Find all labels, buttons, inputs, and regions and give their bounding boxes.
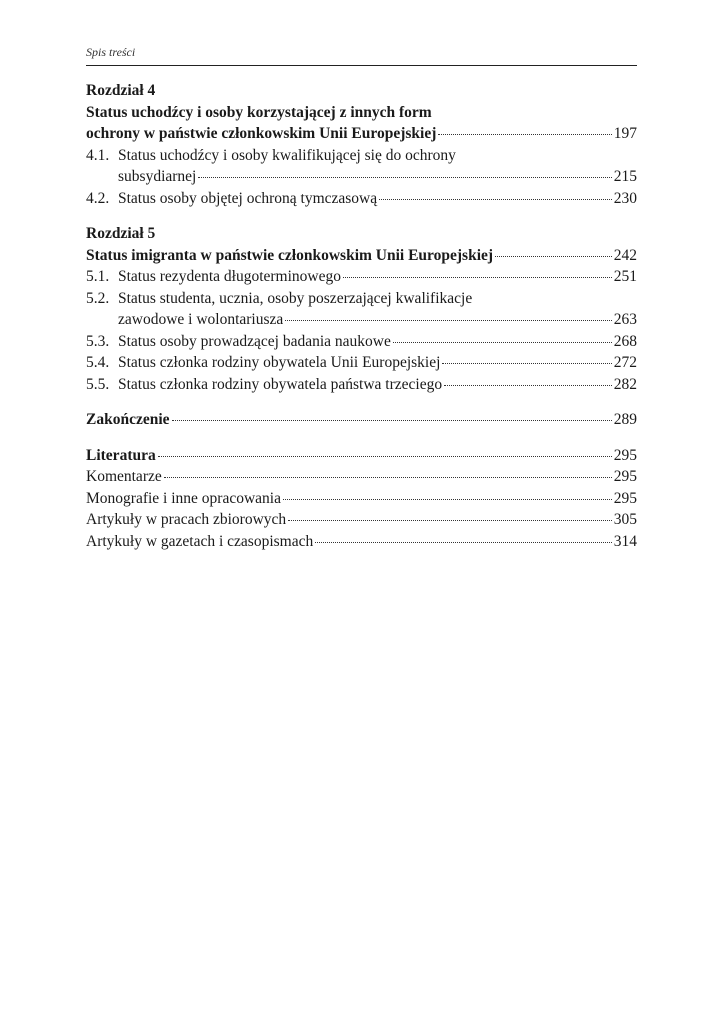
chapter-4-title-text1: Status uchodźcy i osoby korzystającej z innych form xyxy=(86,103,432,121)
entry-page: 305 xyxy=(613,511,637,528)
dot-leader xyxy=(198,177,611,178)
conclusion-section xyxy=(86,409,637,431)
entry-page: 295 xyxy=(613,468,637,485)
entry-page: 251 xyxy=(613,268,637,285)
entry-title: Status uchodźcy i osoby kwalifikującej się do ochrony xyxy=(118,146,456,164)
toc-entry-5-2[interactable] xyxy=(86,288,637,310)
toc-entry-5-1[interactable] xyxy=(86,266,637,288)
entry-page: 282 xyxy=(613,375,637,393)
header-rule xyxy=(86,65,637,66)
entry-page: 289 xyxy=(613,411,637,428)
entry-title: Zakończenie xyxy=(86,411,170,428)
dot-leader xyxy=(343,277,612,278)
dot-leader xyxy=(285,320,611,321)
chapter-5-section xyxy=(86,223,637,395)
toc-entry-5-5[interactable] xyxy=(86,374,637,396)
chapter-4-title-text2: ochrony w państwie członkowskim Unii Europejskiej xyxy=(86,125,437,142)
toc-entry-literature[interactable] xyxy=(86,445,637,467)
entry-page: 295 xyxy=(613,489,637,507)
chapter-4-title-line1[interactable] xyxy=(86,102,637,124)
entry-title-cont: zawodowe i wolontariusza xyxy=(118,311,284,328)
entry-number: 4.1. xyxy=(86,146,110,164)
dot-leader xyxy=(444,385,612,386)
entry-page: 263 xyxy=(613,311,637,328)
entry-number: 5.4. xyxy=(86,354,110,371)
chapter-5-title-text: Status imigranta w państwie członkowskim Unii Europejskiej xyxy=(86,246,494,264)
entry-title: Artykuły w gazetach i czasopismach xyxy=(86,532,314,550)
chapter-4-label: Rozdział 4 xyxy=(86,82,156,99)
dot-leader xyxy=(315,542,612,543)
dot-leader xyxy=(393,342,612,343)
entry-page: 230 xyxy=(613,189,637,207)
entry-title: Komentarze xyxy=(86,468,162,485)
entry-number: 4.2. xyxy=(86,189,110,207)
dot-leader xyxy=(283,499,612,500)
dot-leader xyxy=(172,420,612,421)
entry-title: Status członka rodziny obywatela Unii Europejskiej xyxy=(118,354,441,371)
toc-entry-4-1[interactable] xyxy=(86,145,637,167)
entry-number: 5.3. xyxy=(86,332,110,350)
entry-title-cont: subsydiarnej xyxy=(118,168,197,185)
literature-section xyxy=(86,445,637,553)
dot-leader xyxy=(164,477,612,478)
toc-entry-5-4[interactable] xyxy=(86,352,637,374)
chapter-5-label: Rozdział 5 xyxy=(86,225,156,242)
entry-title: Monografie i inne opracowania xyxy=(86,489,281,507)
chapter-5-title-line[interactable] xyxy=(86,245,637,267)
table-of-contents xyxy=(86,80,637,566)
entry-page: 295 xyxy=(613,446,637,464)
entry-title: Status rezydenta długoterminowego xyxy=(118,268,341,285)
chapter-5-page: 242 xyxy=(613,246,637,264)
toc-entry-literature-3[interactable] xyxy=(86,509,637,531)
entry-title: Status osoby objętej ochroną tymczasową xyxy=(118,189,378,207)
toc-entry-5-2-cont[interactable] xyxy=(86,309,637,331)
entry-title: Status osoby prowadzącej badania naukowe xyxy=(118,332,391,350)
entry-title: Artykuły w pracach zbiorowych xyxy=(86,511,287,528)
entry-title: Literatura xyxy=(86,446,156,464)
toc-entry-4-1-cont[interactable] xyxy=(86,166,637,188)
entry-title: Status członka rodziny obywatela państwa trzeciego xyxy=(118,375,443,393)
entry-title: Status studenta, ucznia, osoby poszerzającej kwalifikacje xyxy=(118,289,473,307)
entry-number: 5.1. xyxy=(86,268,110,285)
chapter-4-section xyxy=(86,80,637,209)
toc-entry-4-2[interactable] xyxy=(86,188,637,210)
dot-leader xyxy=(379,199,612,200)
chapter-4-page: 197 xyxy=(613,125,637,142)
running-header: Spis treści xyxy=(86,45,136,59)
entry-number: 5.2. xyxy=(86,289,110,307)
toc-entry-literature-2[interactable] xyxy=(86,488,637,510)
dot-leader xyxy=(442,363,611,364)
entry-page: 314 xyxy=(613,532,637,550)
dot-leader xyxy=(495,256,612,257)
entry-number: 5.5. xyxy=(86,375,110,393)
entry-page: 272 xyxy=(613,354,637,371)
dot-leader xyxy=(158,456,612,457)
toc-entry-literature-1[interactable] xyxy=(86,466,637,488)
entry-page: 268 xyxy=(613,332,637,350)
toc-entry-conclusion[interactable] xyxy=(86,409,637,431)
toc-entry-5-3[interactable] xyxy=(86,331,637,353)
entry-page: 215 xyxy=(613,168,637,185)
toc-entry-literature-4[interactable] xyxy=(86,531,637,553)
dot-leader xyxy=(288,520,612,521)
dot-leader xyxy=(438,134,611,135)
chapter-4-title-line2[interactable] xyxy=(86,123,637,145)
